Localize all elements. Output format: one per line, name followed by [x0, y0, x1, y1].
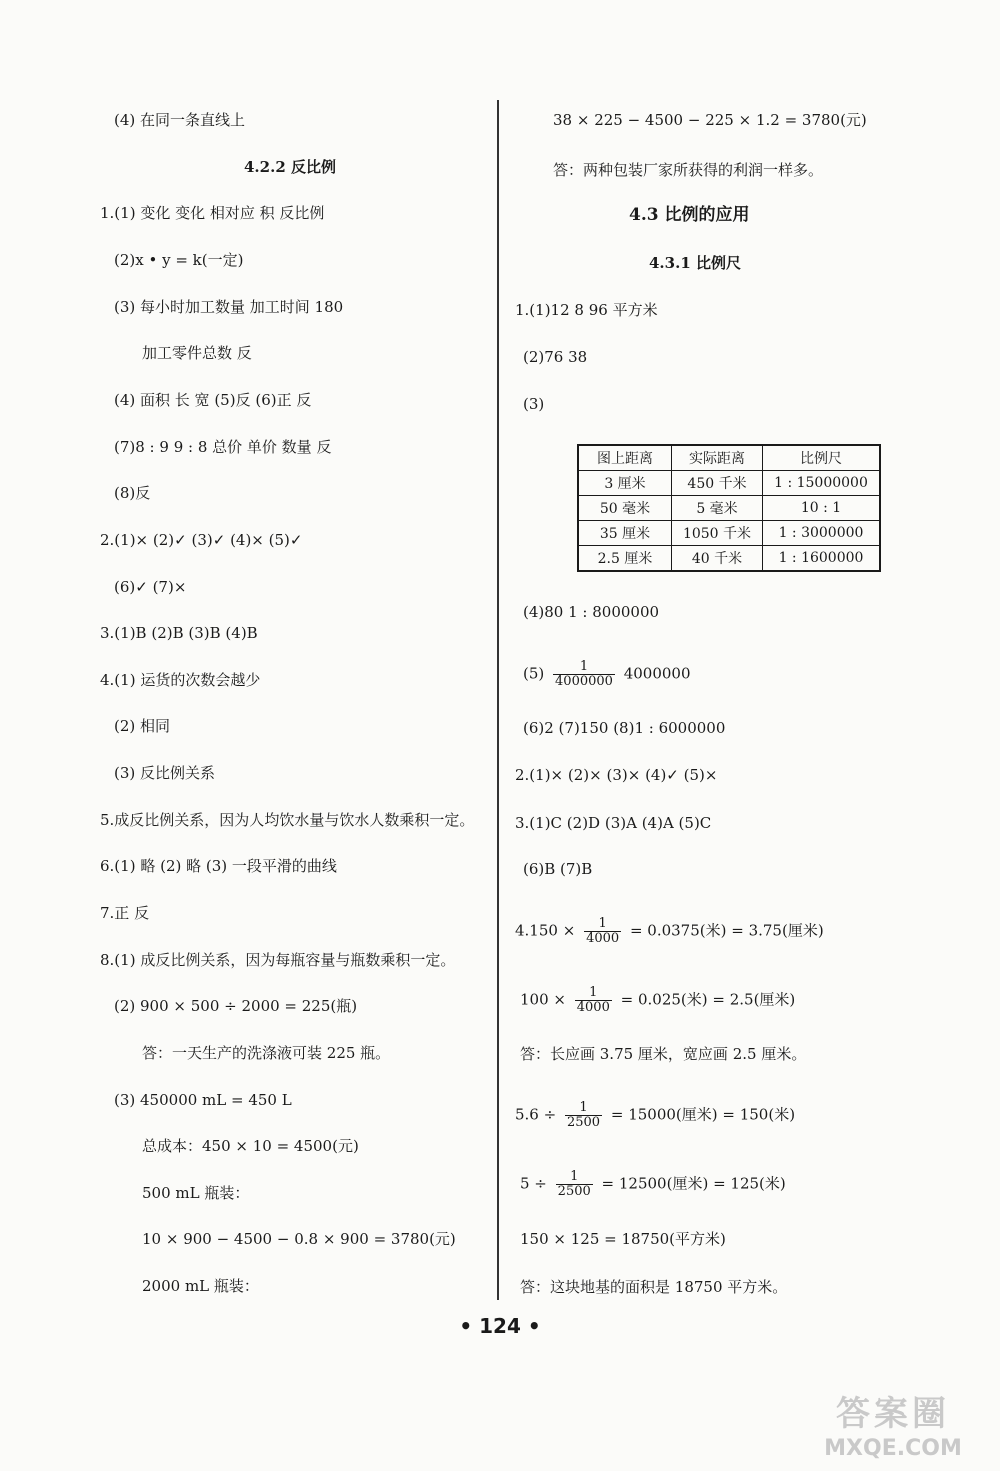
answer-line: 38 × 225 − 4500 − 225 × 1.2 = 3780(元) [553, 111, 867, 129]
answer-line: (4) 面积 长 宽 (5)反 (6)正 反 [114, 391, 312, 409]
answer-line: 答：两种包装厂家所获得的利润一样多。 [553, 161, 824, 179]
fraction-line [515, 1101, 795, 1130]
fraction-prefix: 5 ÷ [520, 1174, 547, 1193]
answer-line: 8.(1) 成反比例关系，因为每瓶容量与瓶数乘积一定。 [100, 951, 456, 969]
fraction-prefix: (5) [523, 664, 545, 683]
fraction-prefix: 4.150 × [515, 921, 576, 940]
table-cell: 1 : 3000000 [763, 521, 881, 546]
table-cell: 10 : 1 [763, 496, 881, 521]
fraction-numerator: 1 [575, 986, 612, 1001]
table-header: 比例尺 [763, 445, 881, 471]
answer-line: (2)x • y = k(一定) [114, 251, 244, 269]
fraction [584, 917, 621, 946]
table-cell: 2.5 厘米 [578, 546, 672, 572]
answer-line: 2000 mL 瓶装： [142, 1277, 259, 1295]
table-header: 图上距离 [578, 445, 672, 471]
table-cell: 1050 千米 [672, 521, 763, 546]
table-cell: 450 千米 [672, 471, 763, 496]
answer-line: 3.(1)C (2)D (3)A (4)A (5)C [515, 814, 712, 832]
answer-line: 答：这块地基的面积是 18750 平方米。 [520, 1278, 788, 1296]
watermark-url: MXQE.COM [824, 1436, 962, 1461]
fraction-line [515, 917, 824, 946]
answer-line: 答：一天生产的洗涤液可装 225 瓶。 [142, 1044, 391, 1062]
answer-line: (3) 每小时加工数量 加工时间 180 [114, 298, 344, 316]
fraction [553, 660, 615, 689]
table-cell: 35 厘米 [578, 521, 672, 546]
section-heading: 4.3.1 比例尺 [649, 254, 741, 272]
answer-line: 总成本：450 × 10 = 4500(元) [142, 1137, 359, 1155]
answer-line: (3) 450000 mL = 450 L [114, 1091, 292, 1109]
answer-line: 1.(1) 变化 变化 相对应 积 反比例 [100, 204, 325, 222]
fraction-suffix: = 12500(厘米) = 125(米) [601, 1174, 786, 1193]
fraction-suffix: = 15000(厘米) = 150(米) [610, 1105, 796, 1124]
table-cell: 3 厘米 [578, 471, 672, 496]
table-cell: 40 千米 [672, 546, 763, 572]
table-cell: 1 : 15000000 [763, 471, 881, 496]
answer-line: (4)80 1 : 8000000 [523, 603, 660, 621]
fraction-denominator: 2500 [557, 1184, 591, 1199]
table-row [578, 546, 880, 572]
watermark-logo [798, 1392, 988, 1468]
answer-line: (2) 相同 [114, 717, 171, 735]
answer-line: (2)76 38 [523, 348, 588, 366]
answer-line: 2.(1)× (2)× (3)× (4)✓ (5)× [515, 766, 718, 784]
page-number: • 124 • [459, 1314, 541, 1338]
fraction-numerator: 1 [565, 1101, 602, 1116]
answer-line: 4.(1) 运货的次数会越少 [100, 671, 261, 689]
answer-line: 150 × 125 = 18750(平方米) [520, 1230, 726, 1248]
fraction [556, 1170, 593, 1199]
answer-line: 500 mL 瓶装： [142, 1184, 250, 1202]
answer-line: (7)8 : 9 9 : 8 总价 单价 数量 反 [114, 438, 332, 456]
table-row [578, 521, 880, 546]
answer-line: 2.(1)× (2)✓ (3)✓ (4)× (5)✓ [100, 531, 303, 549]
answer-line: (3) [523, 395, 545, 413]
fraction [565, 1101, 602, 1130]
fraction-line [523, 660, 691, 689]
fraction-denominator: 4000 [586, 931, 620, 946]
answer-line: 1.(1)12 8 96 平方米 [515, 301, 658, 319]
fraction-numerator: 1 [556, 1170, 593, 1185]
answer-line: (4) 在同一条直线上 [114, 111, 246, 129]
answer-line: 5.成反比例关系，因为人均饮水量与饮水人数乘积一定。 [100, 811, 475, 829]
answer-line: 6.(1) 略 (2) 略 (3) 一段平滑的曲线 [100, 857, 337, 875]
fraction-denominator: 2500 [566, 1115, 601, 1130]
fraction-numerator: 1 [584, 917, 621, 932]
fraction-denominator: 4000 [576, 1000, 610, 1015]
fraction-suffix: = 0.0375(米) = 3.75(厘米) [629, 921, 824, 940]
answer-line: (6)✓ (7)× [114, 578, 187, 596]
table-header: 实际距离 [672, 445, 763, 471]
table-cell: 1 : 1600000 [763, 546, 881, 572]
answer-line: 10 × 900 − 4500 − 0.8 × 900 = 3780(元) [142, 1230, 456, 1248]
table-cell: 5 毫米 [672, 496, 763, 521]
fraction [575, 986, 612, 1015]
column-divider [497, 100, 499, 1300]
scale-table [577, 444, 881, 572]
answer-line: 答：长应画 3.75 厘米，宽应画 2.5 厘米。 [520, 1045, 807, 1063]
fraction-prefix: 5.6 ÷ [515, 1105, 557, 1124]
answer-line: (8)反 [114, 484, 151, 502]
fraction-suffix: 4000000 [623, 664, 691, 683]
answer-line: 7.正 反 [100, 904, 150, 922]
answer-line: 加工零件总数 反 [142, 344, 252, 362]
fraction-denominator: 4000000 [555, 674, 613, 689]
watermark-text: 答案圈 [836, 1394, 950, 1434]
table-cell: 50 毫米 [578, 496, 672, 521]
section-title: 4.3 比例的应用 [629, 205, 750, 225]
fraction-line [520, 986, 795, 1015]
fraction-suffix: = 0.025(米) = 2.5(厘米) [620, 990, 796, 1009]
fraction-line [520, 1170, 786, 1199]
answer-line: (3) 反比例关系 [114, 764, 216, 782]
table-row [578, 496, 880, 521]
section-heading: 4.2.2 反比例 [244, 158, 336, 176]
answer-line: (6)2 (7)150 (8)1 : 6000000 [523, 719, 726, 737]
answer-line: 3.(1)B (2)B (3)B (4)B [100, 624, 258, 642]
table-header-row [578, 445, 880, 471]
fraction-prefix: 100 × [520, 990, 566, 1009]
answer-line: (6)B (7)B [523, 860, 593, 878]
fraction-numerator: 1 [553, 660, 615, 675]
answer-line: (2) 900 × 500 ÷ 2000 = 225(瓶) [114, 997, 358, 1015]
table-row [578, 471, 880, 496]
